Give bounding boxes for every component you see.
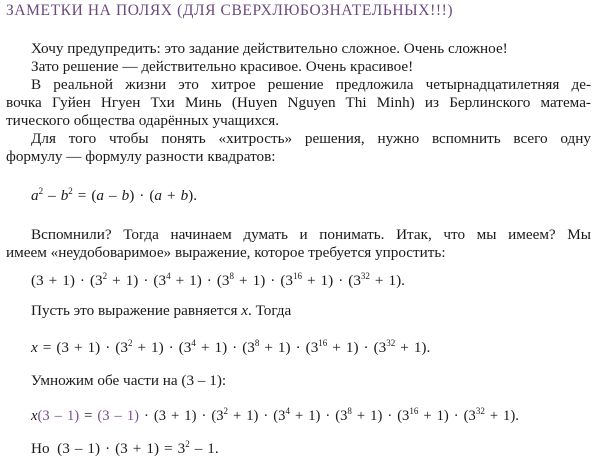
let-x-text: Пусть это выражение равняется <box>31 302 238 319</box>
paragraph-author-line-1: В реальной жизни это хитрое решение предложила четырнадцатилетняя де- <box>31 76 591 93</box>
variable-x: x <box>241 302 249 319</box>
let-x-end: . Тогда <box>248 302 292 319</box>
paragraph-remembered-line-2: имеем «неудобоваримое» выражение, которое требуется упростить: <box>6 244 446 261</box>
but-word: Но <box>31 440 50 457</box>
paragraph-author-line-2: вочка Гуйен Нгуен Тхи Минь (Huyen Nguyen Thi Minh) из Берлинского матема- <box>6 94 591 111</box>
formula-but-identity: Но $(3 - 1) \cdot (3 + 1) = 3^2 - 1$. <box>31 439 219 457</box>
paragraph-multiply: Умножим обе части на (3 – 1): <box>31 372 227 389</box>
paragraph-remembered-line-1: Вспомнили? Тогда начинаем думать и понимать. Итак, что мы имеем? Мы <box>31 226 591 243</box>
paragraph-beautiful: Зато решение — действительно красивое. Очень красивое! <box>31 58 414 75</box>
section-title: ЗАМЕТКИ НА ПОЛЯХ (ДЛЯ СВЕРХЛЮБОЗНАТЕЛЬНЫХ!!!) <box>6 2 454 19</box>
paragraph-formula-intro-line-2: формулу — формулу разности квадратов: <box>6 148 276 165</box>
formula-x-times: $x(3 - 1) = (3 - 1) \cdot (3 + 1) \cdot (3^2 + 1) \cdot (3^4 + 1) \cdot (3^8 + 1) \cdot (3^{16} + 1) \cdot (3^{32} + 1)$. <box>31 406 519 424</box>
paragraph-formula-intro-line-1: Для того чтобы понять «хитрость» решения, нужно вспомнить всего одну <box>31 130 591 147</box>
formula-difference-of-squares: $a^2 - b^2 = (a - b) \cdot (a + b)$. <box>31 186 198 204</box>
paragraph-warning: Хочу предупредить: это задание действительно сложное. Очень сложное! <box>31 40 508 57</box>
paragraph-let-x <box>31 302 291 320</box>
paragraph-author-line-3: тического общества одарённых учащихся. <box>6 112 280 129</box>
formula-x-equals: $x = (3 + 1) \cdot (3^2 + 1) \cdot (3^4 + 1) \cdot (3^8 + 1) \cdot (3^{16} + 1) \cdot (3^{32} + 1)$. <box>31 338 431 356</box>
formula-expression: $(3 + 1) \cdot (3^2 + 1) \cdot (3^4 + 1) \cdot (3^8 + 1) \cdot (3^{16} + 1) \cdot (3^{32} + 1)$. <box>31 271 405 289</box>
